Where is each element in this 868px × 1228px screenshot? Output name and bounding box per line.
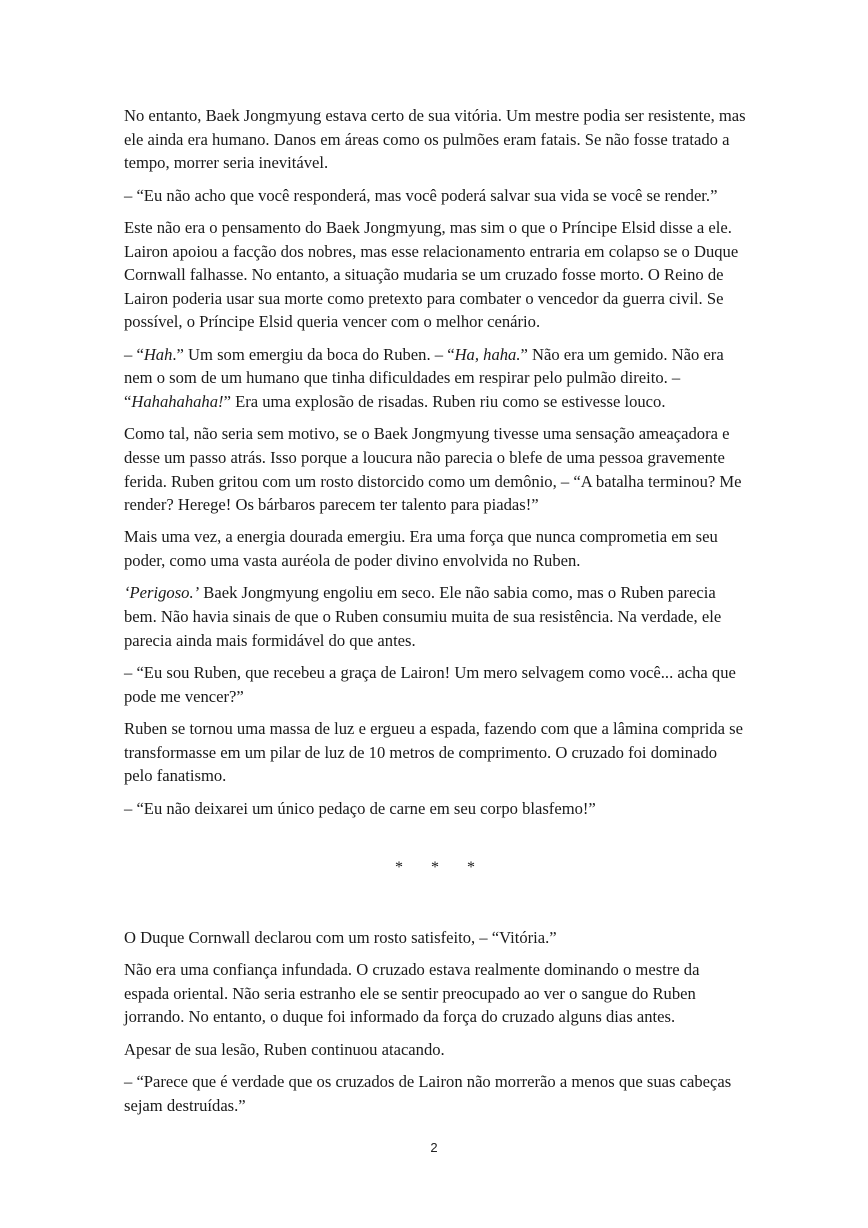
text-run: – “Eu não acho que você responderá, mas você poderá salvar sua vida se você se render.” [124, 185, 718, 205]
text-run: Ruben se tornou uma massa de luz e ergueu a espada, fazendo com que a lâmina comprida se transformasse em um pilar de luz de 10 metros de comprimento. O cruzado foi dominado pelo fanatismo. [124, 719, 743, 786]
scene-separator [124, 856, 746, 880]
italic-text: ‘Perigoso.’ [124, 583, 200, 603]
paragraph [124, 1070, 746, 1117]
paragraph [124, 525, 746, 572]
italic-text: Hah [143, 344, 173, 364]
paragraph [124, 661, 746, 708]
text-run: – “Eu não deixarei um único pedaço de carne em seu corpo blasfemo!” [124, 798, 596, 818]
paragraph [124, 717, 746, 788]
text-run: – “Eu sou Ruben, que recebeu a graça de Lairon! Um mero selvagem como você... acha que pode me vencer?” [124, 663, 736, 706]
paragraph [124, 343, 746, 414]
separator-asterisk: * [395, 859, 403, 877]
paragraph [124, 422, 746, 516]
text-run: ” Não era um gemido. Não era nem o som de um humano que tinha dificuldades em respirar pelo pulmão direito. – “ [124, 344, 724, 411]
document-body [124, 104, 746, 1126]
text-run: ” Era uma explosão de risadas. Ruben riu como se estivesse louco. [223, 391, 666, 411]
paragraph [124, 1038, 746, 1062]
text-run: Este não era o pensamento do Baek Jongmyung, mas sim o que o Príncipe Elsid disse a ele. Lairon apoiou a facção dos nobres, mas esse relacionamento entraria em colapso se o Duque Cornwall falhasse. No entanto, a situação mudaria se um cruzado fosse morto. O Reino de Lairon poderia usar sua morte como pretexto para combater o vencedor da guerra civil. Se possível, o Príncipe Elsid queria vencer com o melhor cenário. [124, 217, 739, 332]
text-run: .” Um som emergiu da boca do Ruben. – “ [172, 344, 455, 364]
italic-text: Hahahahaha! [131, 391, 224, 411]
separator-asterisk: * [431, 859, 439, 877]
text-run: Mais uma vez, a energia dourada emergiu. Era uma força que nunca comprometia em seu poder, como uma vasta auréola de poder divino envolvida no Ruben. [124, 527, 718, 571]
italic-text: Ha, haha. [454, 344, 521, 364]
text-run: – “ [124, 344, 144, 364]
text-run: – “Parece que é verdade que os cruzados de Lairon não morrerão a menos que suas cabeças sejam destruídas.” [124, 1072, 732, 1115]
text-run: Como tal, não seria sem motivo, se o Baek Jongmyung tivesse uma sensação ameaçadora e desse um passo atrás. Isso porque a loucura não parecia o blefe de uma pessoa gravemente ferida. Ruben gritou com um rosto distorcido como um demônio, – “A batalha terminou? Me render? Herege! Os bárbaros parecem ter talento para piadas!” [124, 424, 742, 515]
paragraph [124, 926, 746, 950]
paragraph [124, 958, 746, 1029]
text-run: Não era uma confiança infundada. O cruzado estava realmente dominando o mestre da espada oriental. Não seria estranho ele se sentir preocupado ao ver o sangue do Ruben jorrando. No entanto, o duque foi informado da força do cruzado alguns dias antes. [124, 960, 700, 1027]
paragraph [124, 581, 746, 652]
paragraph [124, 216, 746, 334]
text-run: No entanto, Baek Jongmyung estava certo de sua vitória. Um mestre podia ser resistente, mas ele ainda era humano. Danos em áreas como os pulmões eram fatais. Se não fosse tratado a tempo, morrer seria inevitável. [124, 106, 746, 173]
paragraph [124, 184, 746, 208]
text-section-after [124, 926, 746, 1118]
text-run: O Duque Cornwall declarou com um rosto satisfeito, – “Vitória.” [124, 927, 557, 947]
page-number: 2 [430, 1140, 438, 1155]
paragraph [124, 104, 746, 175]
text-run: Baek Jongmyung engoliu em seco. Ele não sabia como, mas o Ruben parecia bem. Não havia sinais de que o Ruben consumiu muita de sua resistência. Na verdade, ele parecia ainda mais formidável do que antes. [124, 583, 722, 650]
paragraph [124, 797, 746, 821]
text-section-before [124, 104, 746, 820]
separator-asterisk: * [467, 859, 475, 877]
text-run: Apesar de sua lesão, Ruben continuou atacando. [124, 1039, 445, 1059]
